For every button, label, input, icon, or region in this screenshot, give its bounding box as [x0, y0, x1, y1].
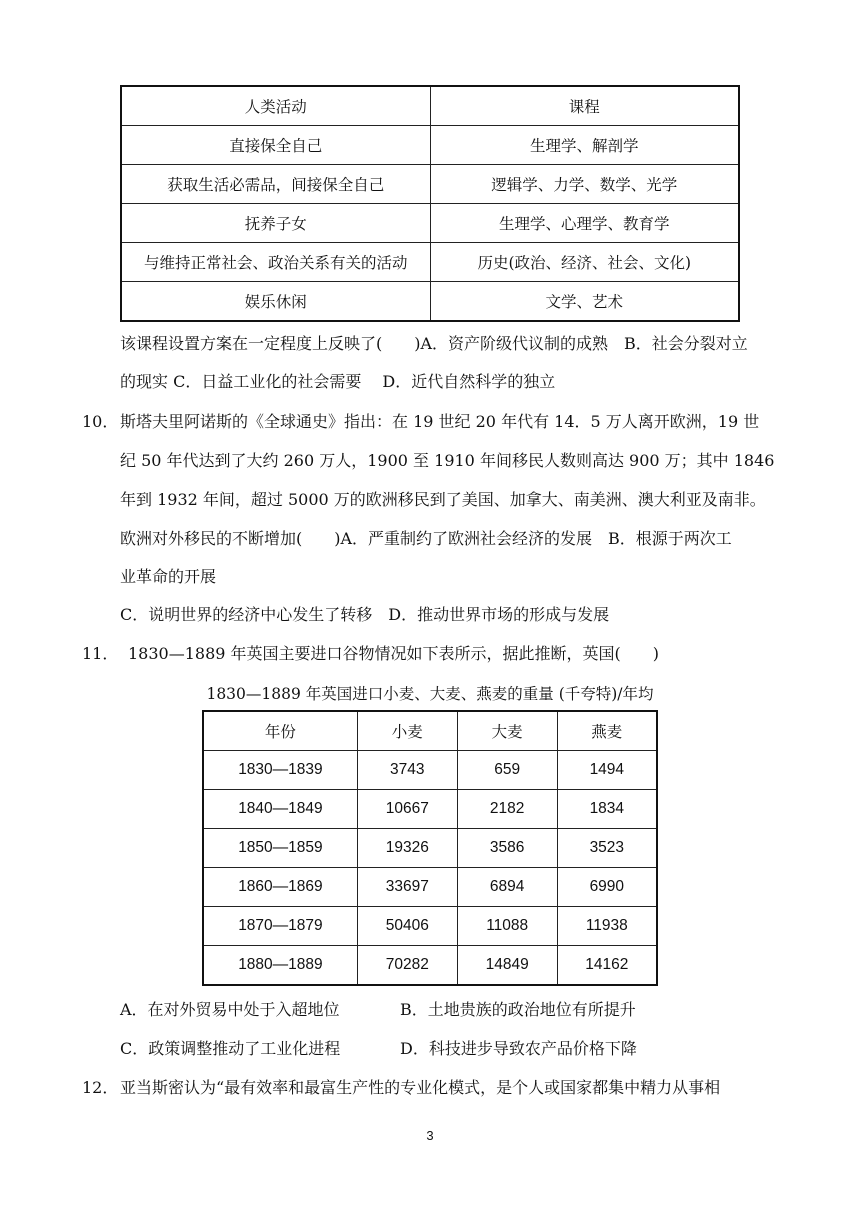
q11-table-caption: 1830—1889 年英国进口小麦、大麦、燕麦的重量 (千夸特)/年均: [206, 685, 654, 703]
q11-option-d: D．科技进步导致农产品价格下降: [400, 1039, 637, 1058]
q10-line-1: 斯塔夫里阿诺斯的《全球通史》指出：在 19 世纪 20 年代有 14．5 万人离开欧洲，19 世: [120, 412, 760, 431]
q9-line-2: 的现实 C．日益工业化的社会需要 D．近代自然科学的独立: [120, 372, 556, 391]
q10-line-5: 业革命的开展: [120, 567, 217, 586]
q10-line-2: 纪 50 年代达到了大约 260 万人，1900 至 1910 年间移民人数则高达 900 万；其中 1846: [120, 451, 775, 470]
q11-option-b: B．土地贵族的政治地位有所提升: [400, 1000, 636, 1019]
table-cell: 14162: [557, 946, 657, 986]
table-header-cell: 课程: [430, 86, 739, 126]
table-cell: 生理学、解剖学: [430, 126, 739, 165]
table-cell: 1860—1869: [203, 868, 357, 907]
q9-line-1: 该课程设置方案在一定程度上反映了( )A．资产阶级代议制的成熟 B．社会分裂对立: [120, 334, 748, 353]
table-header-row: [203, 711, 657, 751]
table-row: [203, 907, 657, 946]
table-cell: 1834: [557, 790, 657, 829]
table-row: [121, 204, 739, 243]
table-header-cell: 小麦: [357, 711, 457, 751]
table-header-row: [121, 86, 739, 126]
table-row: [203, 868, 657, 907]
table-cell: 659: [457, 751, 557, 790]
table-cell: 1494: [557, 751, 657, 790]
table-row: [203, 790, 657, 829]
table-cell: 获取生活必需品，间接保全自己: [121, 165, 430, 204]
table-header-cell: 大麦: [457, 711, 557, 751]
q10-line-6: C．说明世界的经济中心发生了转移 D．推动世界市场的形成与发展: [120, 605, 610, 624]
table-row: [203, 829, 657, 868]
q10-number: 10．: [82, 412, 119, 431]
table-cell: 1870—1879: [203, 907, 357, 946]
table-cell: 19326: [357, 829, 457, 868]
table-cell: 1880—1889: [203, 946, 357, 986]
table-header-cell: 年份: [203, 711, 357, 751]
table-cell: 33697: [357, 868, 457, 907]
table-row: [121, 282, 739, 322]
q12-number: 12．: [82, 1078, 119, 1097]
table-cell: 3743: [357, 751, 457, 790]
q10-line-4: 欧洲对外移民的不断增加( )A．严重制约了欧洲社会经济的发展 B．根源于两次工: [120, 529, 732, 548]
table-header-cell: 燕麦: [557, 711, 657, 751]
table-cell: 6990: [557, 868, 657, 907]
table-cell: 11088: [457, 907, 557, 946]
table-cell: 娱乐休闲: [121, 282, 430, 322]
table-cell: 11938: [557, 907, 657, 946]
table-cell: 10667: [357, 790, 457, 829]
table-cell: 直接保全自己: [121, 126, 430, 165]
table-row: [203, 946, 657, 986]
q11-option-a: A．在对外贸易中处于入超地位: [120, 1000, 340, 1019]
table-cell: 历史(政治、经济、社会、文化): [430, 243, 739, 282]
table-cell: 1830—1839: [203, 751, 357, 790]
q10-line-3: 年到 1932 年间，超过 5000 万的欧洲移民到了美国、加拿大、南美洲、澳大利亚及南非。: [120, 490, 766, 509]
q11-number: 11．: [82, 644, 119, 663]
table-header-cell: 人类活动: [121, 86, 430, 126]
table-row: [203, 751, 657, 790]
page-number: 3: [426, 1128, 434, 1143]
table-cell: 抚养子女: [121, 204, 430, 243]
table-row: [121, 243, 739, 282]
table-cell: 文学、艺术: [430, 282, 739, 322]
table-cell: 1850—1859: [203, 829, 357, 868]
table-cell: 14849: [457, 946, 557, 986]
table-cell: 6894: [457, 868, 557, 907]
table-cell: 生理学、心理学、教育学: [430, 204, 739, 243]
q12-line-1: 亚当斯密认为“最有效率和最富生产性的专业化模式，是个人或国家都集中精力从事相: [120, 1078, 721, 1097]
curriculum-table: [120, 85, 740, 322]
table-cell: 2182: [457, 790, 557, 829]
q11-stem: 1830—1889 年英国主要进口谷物情况如下表所示，据此推断，英国( ): [128, 644, 660, 663]
table-cell: 3586: [457, 829, 557, 868]
grain-import-table: [202, 710, 658, 986]
table-cell: 70282: [357, 946, 457, 986]
table-cell: 50406: [357, 907, 457, 946]
table-cell: 3523: [557, 829, 657, 868]
q11-option-c: C．政策调整推动了工业化进程: [120, 1039, 341, 1058]
table-cell: 与维持正常社会、政治关系有关的活动: [121, 243, 430, 282]
table-cell: 逻辑学、力学、数学、光学: [430, 165, 739, 204]
table-row: [121, 165, 739, 204]
table-row: [121, 126, 739, 165]
table-cell: 1840—1849: [203, 790, 357, 829]
